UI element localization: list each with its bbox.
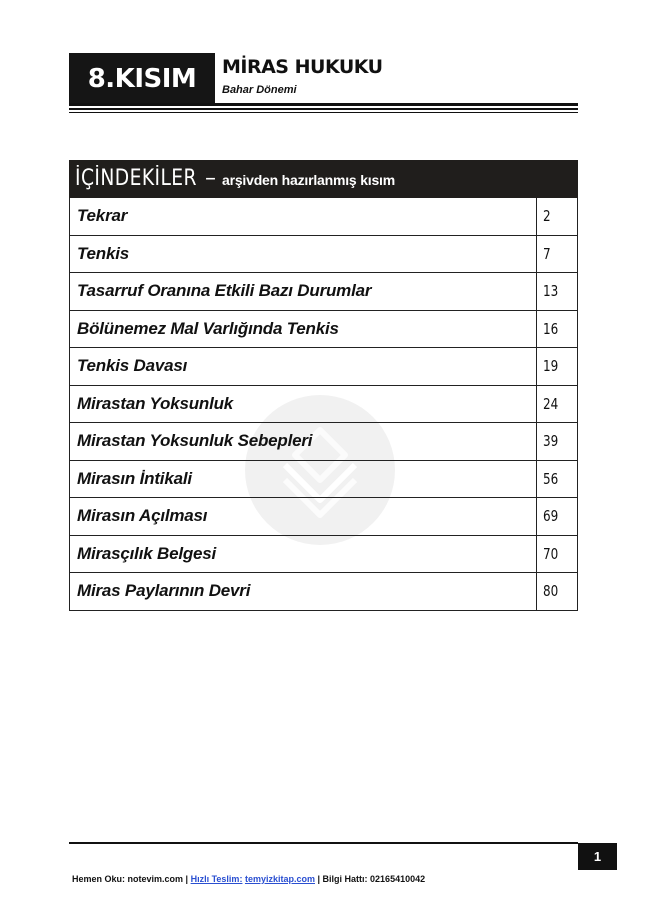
toc-entry-label[interactable]: Bölünemez Mal Varlığında Tenkis bbox=[77, 318, 339, 338]
footer-hotline: Bilgi Hattı: 02165410042 bbox=[322, 874, 426, 884]
section-badge bbox=[69, 53, 215, 104]
toc-entry-page: 19 bbox=[536, 348, 577, 385]
toc-entry-label[interactable]: Tenkis Davası bbox=[77, 356, 188, 376]
toc-entry-page: 7 bbox=[536, 236, 577, 273]
toc-entry-page: 39 bbox=[536, 423, 577, 460]
toc-entry-page: 13 bbox=[536, 273, 577, 310]
toc-heading-sub: arşivden hazırlanmış kısım bbox=[222, 172, 395, 188]
toc-entry-page: 2 bbox=[536, 198, 577, 235]
toc-entry-page: 24 bbox=[536, 386, 577, 423]
toc-entry-page: 80 bbox=[536, 573, 577, 610]
header-rule-mid bbox=[69, 108, 578, 110]
toc-row[interactable] bbox=[70, 198, 577, 236]
toc-row[interactable] bbox=[70, 311, 577, 349]
toc-entry-label[interactable]: Mirasın Açılması bbox=[77, 506, 208, 526]
toc-entry-label[interactable]: Mirastan Yoksunluk Sebepleri bbox=[77, 431, 313, 451]
toc-entry-label[interactable]: Tenkis bbox=[77, 243, 130, 263]
footer-fast-link[interactable]: temyizkitap.com bbox=[244, 874, 315, 884]
toc-entry-label[interactable]: Mirastan Yoksunluk bbox=[77, 393, 234, 413]
footer-separator: | bbox=[185, 874, 189, 884]
toc-heading-dash: – bbox=[205, 166, 216, 191]
toc-row[interactable] bbox=[70, 423, 577, 461]
toc-entry-page: 56 bbox=[536, 461, 577, 498]
toc-entry-page: 70 bbox=[536, 536, 577, 573]
toc-row[interactable] bbox=[70, 386, 577, 424]
page-number: 1 bbox=[593, 849, 602, 864]
header-rule-thick bbox=[69, 103, 578, 106]
toc-entry-page: 69 bbox=[536, 498, 577, 535]
header-rule-thin bbox=[69, 112, 578, 113]
toc-entry-label[interactable]: Tekrar bbox=[77, 206, 128, 226]
toc-entry-label[interactable]: Mirasın İntikali bbox=[77, 468, 192, 488]
toc-row[interactable] bbox=[70, 498, 577, 536]
footer-read-label: Hemen Oku: notevim.com bbox=[72, 874, 184, 884]
table-of-contents bbox=[69, 160, 578, 611]
toc-entry-label[interactable]: Miras Paylarının Devri bbox=[77, 581, 251, 601]
toc-row[interactable] bbox=[70, 236, 577, 274]
toc-entry-label[interactable]: Mirasçılık Belgesi bbox=[77, 543, 217, 563]
toc-heading: İÇİNDEKİLER bbox=[75, 166, 197, 191]
footer-separator: | bbox=[317, 874, 321, 884]
toc-entry-page: 16 bbox=[536, 311, 577, 348]
page-number-box bbox=[578, 843, 617, 870]
footer-fast-label[interactable]: Hızlı Teslim: bbox=[190, 874, 243, 884]
document-title: MİRAS HUKUKU bbox=[222, 56, 383, 78]
toc-row[interactable] bbox=[70, 536, 577, 574]
toc-header bbox=[69, 160, 578, 198]
footer-text bbox=[72, 874, 425, 884]
toc-row[interactable] bbox=[70, 273, 577, 311]
document-subtitle: Bahar Dönemi bbox=[222, 84, 297, 96]
section-label: 8.KISIM bbox=[87, 63, 197, 94]
toc-row[interactable] bbox=[70, 348, 577, 386]
toc-row[interactable] bbox=[70, 461, 577, 499]
toc-row[interactable] bbox=[70, 573, 577, 611]
toc-entry-label[interactable]: Tasarruf Oranına Etkili Bazı Durumlar bbox=[77, 281, 372, 301]
toc-list bbox=[69, 198, 578, 611]
footer-rule bbox=[69, 842, 578, 844]
